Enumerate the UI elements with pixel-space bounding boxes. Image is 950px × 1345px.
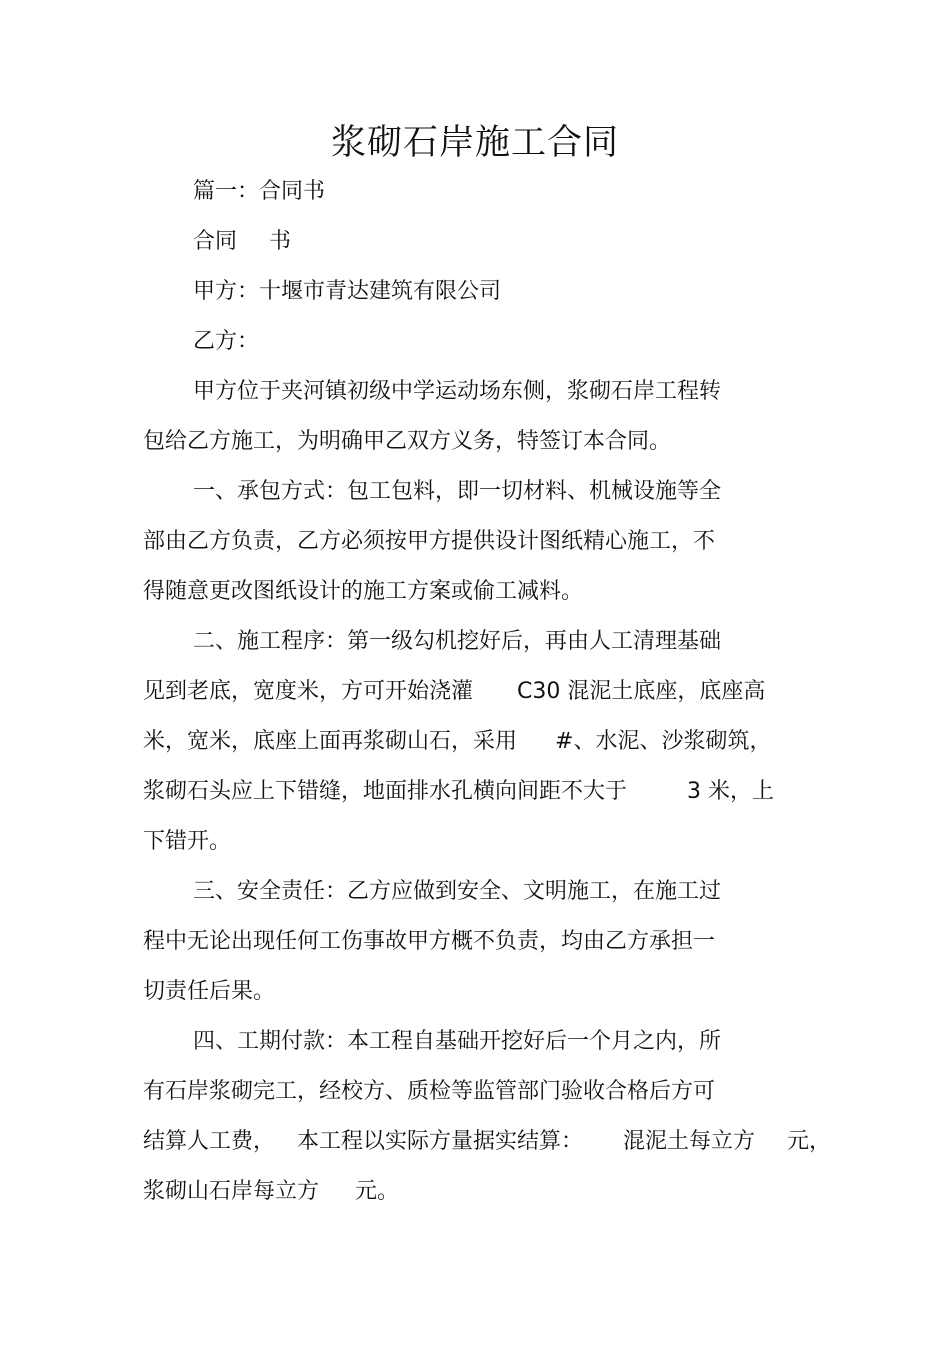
paragraph-segment: 见到老底，宽度米，方可开始浇灌	[143, 679, 474, 704]
paragraph-segment: 元，	[787, 1129, 832, 1154]
paragraph-line: 甲方位于夹河镇初级中学运动场东侧，浆砌石岸工程转	[193, 379, 722, 404]
paragraph-line: 四、工期付款：本工程自基础开挖好后一个月之内，所	[193, 1029, 722, 1054]
paragraph-segment: 本工程以实际方量据实结算：	[297, 1129, 584, 1154]
paragraph-segment: 浆砌石头应上下错缝，地面排水孔横向间距不大于	[143, 779, 628, 804]
contract-heading	[193, 227, 291, 257]
paragraph-line	[143, 777, 774, 807]
paragraph-segment: #、水泥、沙浆砌筑，	[555, 729, 772, 754]
paragraph-line: 三、安全责任：乙方应做到安全、文明施工，在施工过	[193, 879, 722, 904]
contract-heading-part-1: 合同	[193, 229, 238, 254]
paragraph-line: 二、施工程序：第一级勾机挖好后，再由人工清理基础	[193, 629, 722, 654]
paragraph-line: 得随意更改图纸设计的施工方案或偷工减料。	[143, 579, 584, 604]
section-heading: 篇一：合同书	[193, 179, 326, 204]
paragraph-line: 包给乙方施工，为明确甲乙双方义务，特签订本合同。	[143, 429, 672, 454]
paragraph-segment: 3 米，上	[687, 779, 775, 804]
paragraph-line: 切责任后果。	[143, 979, 276, 1004]
paragraph-line: 下错开。	[143, 829, 232, 854]
paragraph-line: 有石岸浆砌完工，经校方、质检等监管部门验收合格后方可	[143, 1079, 716, 1104]
paragraph-line: 一、承包方式：包工包料，即一切材料、机械设施等全	[193, 479, 722, 504]
paragraph-segment: 米，宽米，底座上面再浆砌山石，采用	[143, 729, 518, 754]
paragraph-segment: 元。	[355, 1179, 400, 1204]
paragraph-segment: 混泥土每立方	[623, 1129, 756, 1154]
paragraph-line	[143, 727, 771, 757]
paragraph-segment: C30 混泥土底座，底座高	[517, 679, 766, 704]
document-title: 浆砌石岸施工合同	[330, 123, 619, 163]
paragraph-line	[143, 677, 765, 707]
paragraph-line: 程中无论出现任何工伤事故甲方概不负责，均由乙方承担一	[143, 929, 716, 954]
contract-heading-part-2: 书	[269, 229, 292, 254]
paragraph-segment: 浆砌山石岸每立方	[143, 1179, 320, 1204]
paragraph-line	[143, 1127, 831, 1157]
paragraph-segment: 结算人工费，	[143, 1129, 276, 1154]
paragraph-line: 部由乙方负责，乙方必须按甲方提供设计图纸精心施工，不	[143, 529, 716, 554]
party-b: 乙方：	[193, 329, 260, 354]
paragraph-line	[143, 1177, 399, 1207]
party-a: 甲方：十堰市青达建筑有限公司	[193, 279, 502, 304]
